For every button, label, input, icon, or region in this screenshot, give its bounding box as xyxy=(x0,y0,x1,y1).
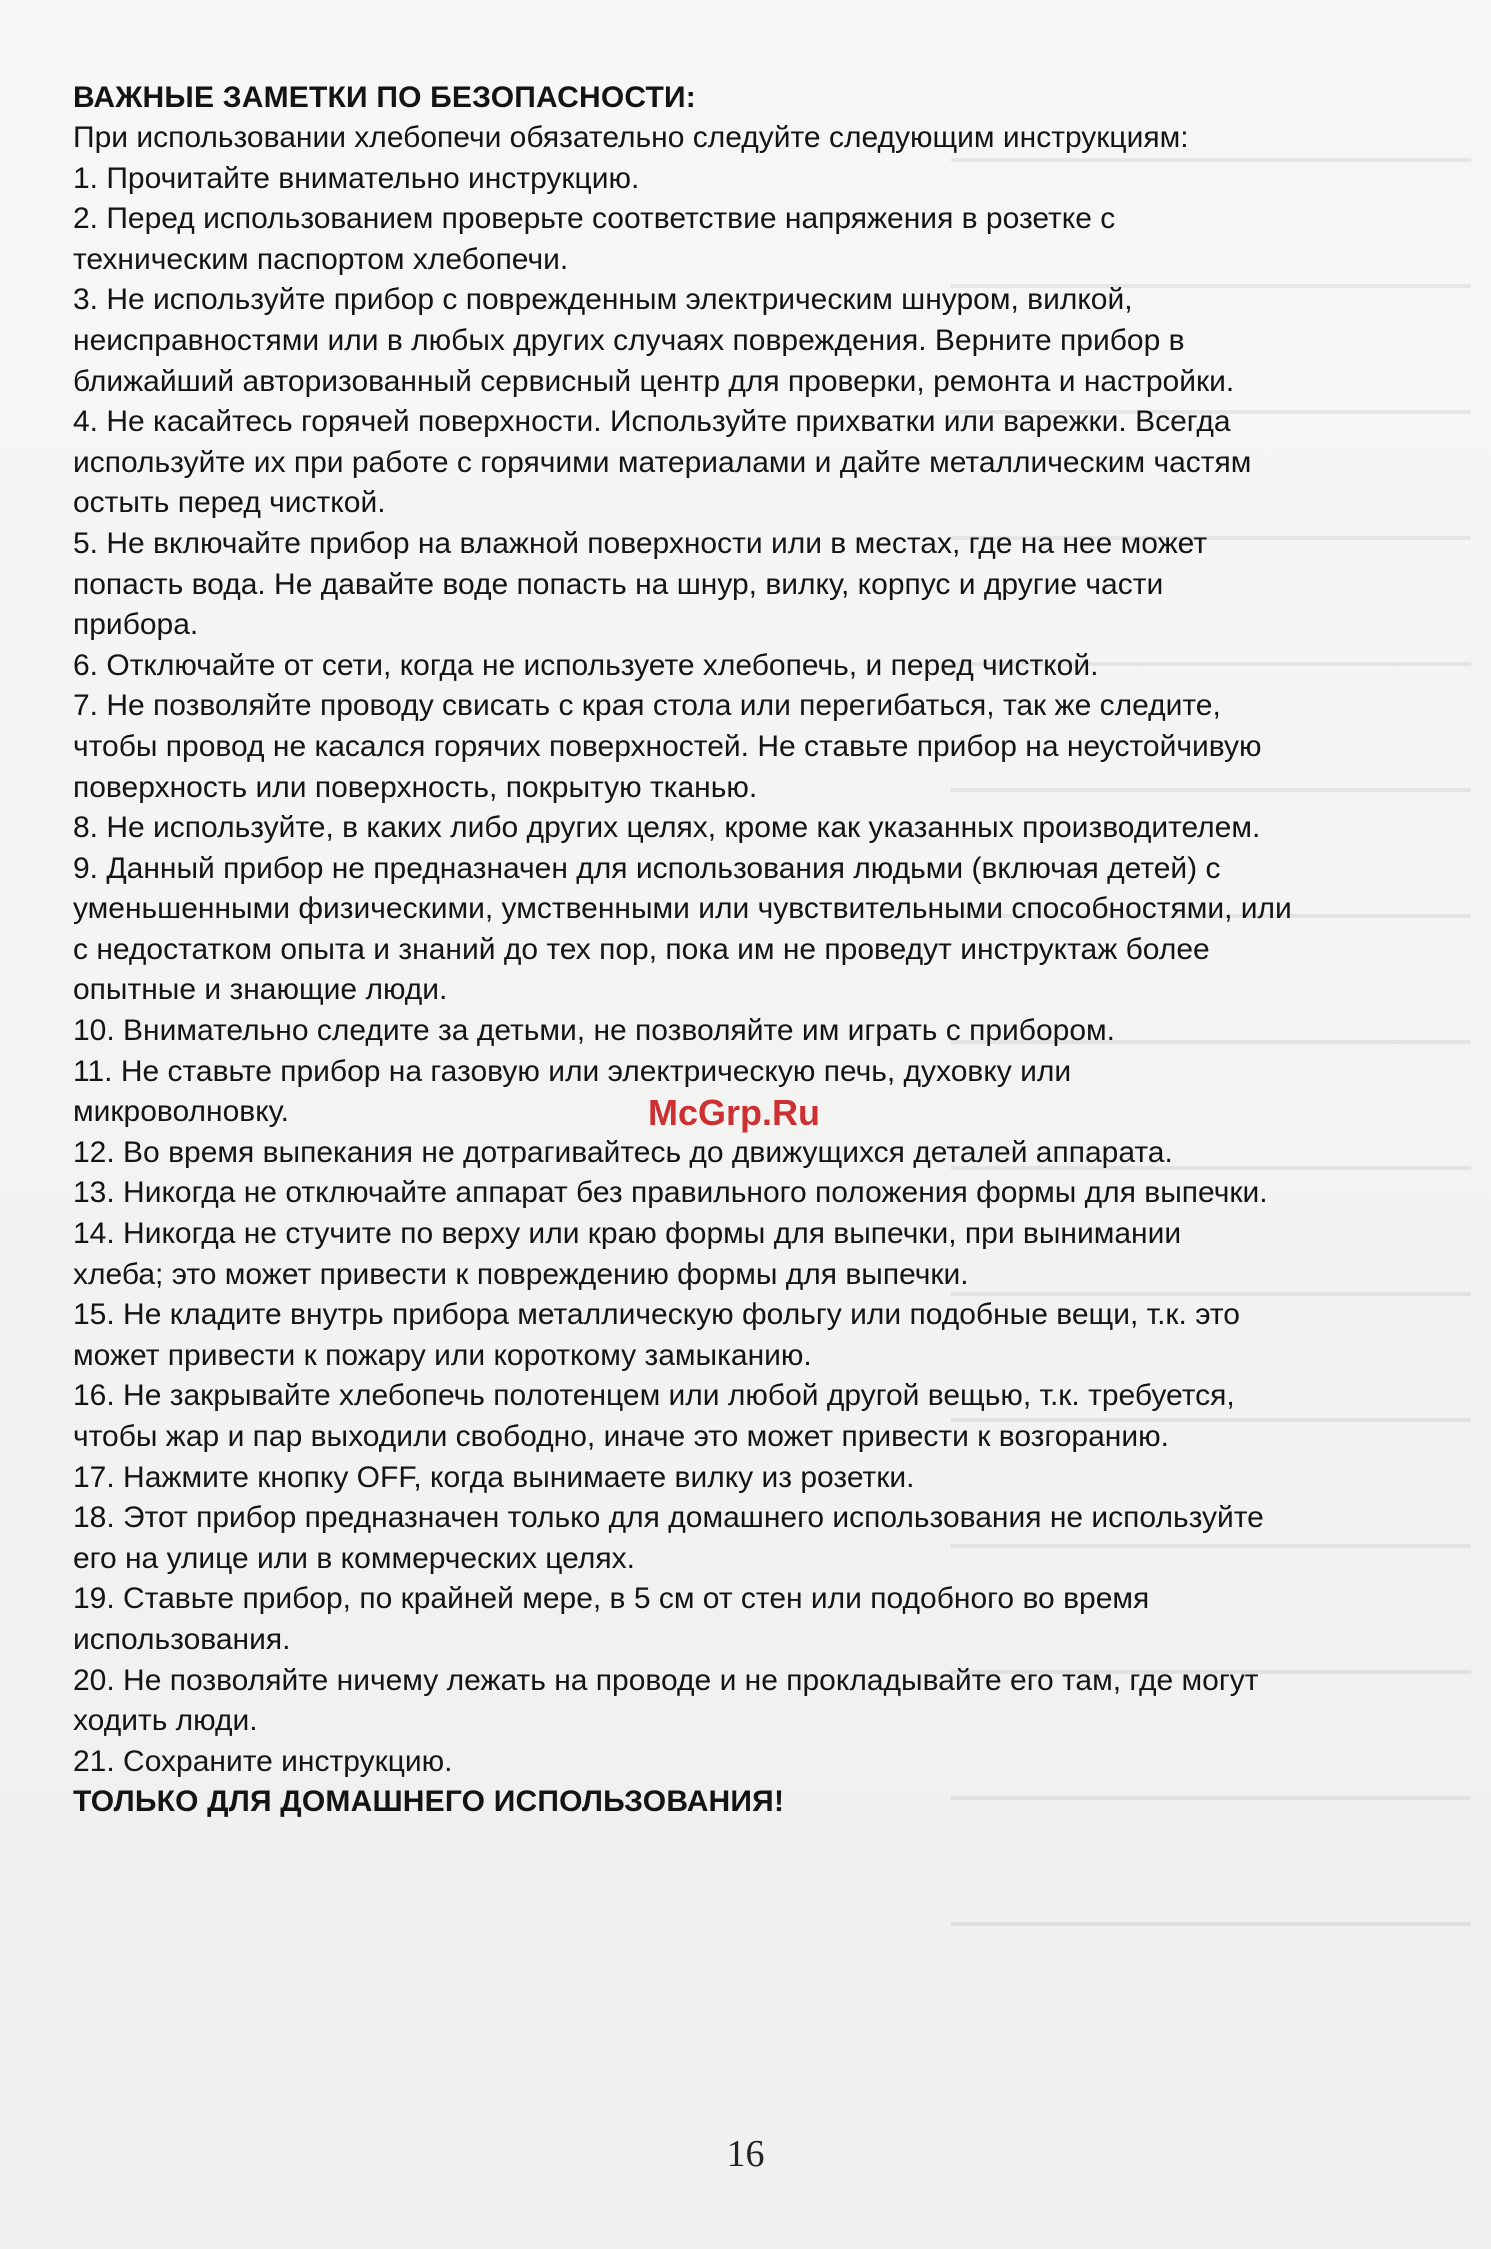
safety-item-line: неисправностями или в любых других случаях повреждения. Верните прибор в xyxy=(73,323,1185,357)
safety-item xyxy=(73,402,1433,524)
safety-item-line: 12. Во время выпекания не дотрагивайтесь до движущихся деталей аппарата. xyxy=(73,1135,1173,1169)
safety-item xyxy=(73,1011,1433,1052)
safety-item-line: 15. Не кладите внутрь прибора металлическую фольгу или подобные вещи, т.к. это xyxy=(73,1298,1240,1332)
safety-item-line: 1. Прочитайте внимательно инструкцию. xyxy=(73,161,640,195)
safety-item-line: 14. Никогда не стучите по верху или краю формы для выпечки, при вынимании xyxy=(73,1217,1182,1251)
safety-item xyxy=(73,280,1433,402)
page-number: 16 xyxy=(726,2133,765,2175)
safety-item-line: 18. Этот прибор предназначен только для домашнего использования не используйте xyxy=(73,1501,1264,1535)
safety-item xyxy=(73,646,1433,687)
safety-item-line: 13. Никогда не отключайте аппарат без правильного положения формы для выпечки. xyxy=(73,1176,1268,1210)
safety-item-line: ближайший авторизованный сервисный центр для проверки, ремонта и настройки. xyxy=(73,364,1235,398)
safety-item-line: 17. Нажмите кнопку OFF, когда вынимаете вилку из розетки. xyxy=(73,1460,915,1494)
safety-item-line: опытные и знающие люди. xyxy=(73,973,448,1007)
safety-item-line: используйте их при работе с горячими материалами и дайте металлическим частям xyxy=(73,445,1252,479)
safety-item-line: с недостатком опыта и знаний до тех пор, пока им не проведут инструктаж более xyxy=(73,932,1210,966)
safety-item-line: ходить люди. xyxy=(73,1704,258,1738)
safety-notes-content xyxy=(73,78,1433,1822)
safety-item-line: 20. Не позволяйте ничему лежать на проводе и не прокладывайте его там, где могут xyxy=(73,1663,1259,1697)
safety-item xyxy=(73,808,1433,849)
safety-item-line: хлеба; это может привести к повреждению формы для выпечки. xyxy=(73,1257,969,1291)
safety-item xyxy=(73,1173,1433,1214)
safety-items-list xyxy=(73,159,1433,1783)
safety-item-line: 7. Не позволяйте проводу свисать с края стола или перегибаться, так же следите, xyxy=(73,689,1221,723)
safety-item xyxy=(73,1579,1433,1660)
safety-item-line: 10. Внимательно следите за детьми, не позволяйте им играть с прибором. xyxy=(73,1014,1115,1048)
safety-item-line: 11. Не ставьте прибор на газовую или электрическую печь, духовку или xyxy=(73,1054,1072,1088)
footer-title: ТОЛЬКО ДЛЯ ДОМАШНЕГО ИСПОЛЬЗОВАНИЯ! xyxy=(73,1785,785,1819)
safety-item-line: 19. Ставьте прибор, по крайней мере, в 5 см от стен или подобного во время xyxy=(73,1582,1150,1616)
safety-item-line: использования. xyxy=(73,1622,291,1656)
safety-item-line: 4. Не касайтесь горячей поверхности. Используйте прихватки или варежки. Всегда xyxy=(73,405,1231,439)
safety-item xyxy=(73,524,1433,646)
section-title: ВАЖНЫЕ ЗАМЕТКИ ПО БЕЗОПАСНОСТИ: xyxy=(73,81,697,114)
safety-item-line: 16. Не закрывайте хлебопечь полотенцем или любой другой вещью, т.к. требуется, xyxy=(73,1379,1235,1413)
safety-item xyxy=(73,686,1433,808)
safety-item-line: может привести к пожару или короткому замыканию. xyxy=(73,1338,812,1372)
safety-item xyxy=(73,1376,1433,1457)
safety-item-line: 6. Отключайте от сети, когда не используете хлебопечь, и перед чисткой. xyxy=(73,648,1099,682)
safety-item-line: чтобы жар и пар выходили свободно, иначе это может привести к возгоранию. xyxy=(73,1420,1169,1453)
safety-item-line: 9. Данный прибор не предназначен для использования людьми (включая детей) с xyxy=(73,851,1221,885)
safety-item xyxy=(73,1214,1433,1295)
safety-item xyxy=(73,1661,1433,1742)
safety-item xyxy=(73,849,1433,1011)
safety-item-line: 2. Перед использованием проверьте соответствие напряжения в розетке с xyxy=(73,202,1116,236)
safety-item-line: микроволновку. xyxy=(73,1095,289,1129)
safety-item-line: 3. Не используйте прибор с поврежденным электрическим шнуром, вилкой, xyxy=(73,283,1133,317)
safety-item-line: 21. Сохраните инструкцию. xyxy=(73,1744,453,1778)
safety-item-line: чтобы провод не касался горячих поверхностей. Не ставьте прибор на неустойчивую xyxy=(73,729,1262,763)
safety-item-line: уменьшенными физическими, умственными или чувствительными способностями, или xyxy=(73,892,1292,926)
safety-item xyxy=(73,1458,1433,1499)
safety-item-line: попасть вода. Не давайте воде попасть на шнур, вилку, корпус и другие части xyxy=(73,567,1164,601)
safety-item xyxy=(73,1742,1433,1783)
safety-item-line: прибора. xyxy=(73,608,199,642)
safety-item xyxy=(73,159,1433,200)
safety-item-line: 5. Не включайте прибор на влажной поверхности или в местах, где на нее может xyxy=(73,526,1208,560)
safety-item xyxy=(73,199,1433,280)
safety-item-line: 8. Не используйте, в каких либо других целях, кроме как указанных производителем. xyxy=(73,811,1261,845)
safety-item xyxy=(73,1133,1433,1174)
safety-item xyxy=(73,1295,1433,1376)
intro-text: При использовании хлебопечи обязательно следуйте следующим инструкциям: xyxy=(73,121,1189,154)
safety-item-line: остыть перед чисткой. xyxy=(73,486,386,520)
safety-item-line: поверхность или поверхность, покрытую тканью. xyxy=(73,770,758,804)
watermark: McGrp.Ru xyxy=(648,1092,821,1133)
safety-item xyxy=(73,1498,1433,1579)
safety-item-line: его на улице или в коммерческих целях. xyxy=(73,1541,635,1575)
safety-item-line: техническим паспортом хлебопечи. xyxy=(73,242,569,276)
